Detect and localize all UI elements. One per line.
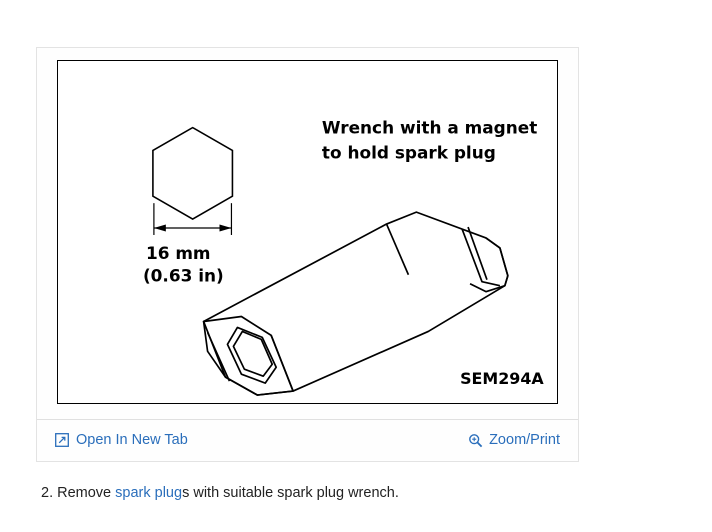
caption-suffix: s with suitable spark plug wrench. bbox=[182, 485, 399, 501]
annotation-line-2: to hold spark plug bbox=[321, 142, 496, 163]
spark-plug-link[interactable]: spark plug bbox=[115, 485, 183, 501]
wrench-diagram bbox=[58, 61, 557, 403]
figure-image-frame bbox=[57, 60, 558, 404]
caption-prefix: 2. Remove bbox=[41, 485, 116, 501]
external-link-icon bbox=[55, 433, 69, 447]
figure-actions-bar bbox=[37, 420, 578, 462]
magnifier-icon bbox=[468, 433, 483, 448]
zoom-print-button[interactable] bbox=[468, 431, 560, 449]
step-caption bbox=[41, 483, 399, 503]
dimension-label-inch: (0.63 in) bbox=[142, 265, 224, 286]
figure-code: SEM294A bbox=[460, 369, 544, 389]
zoom-print-label[interactable]: Zoom/Print bbox=[489, 432, 560, 448]
open-in-new-tab-label[interactable]: Open In New Tab bbox=[76, 432, 188, 448]
open-in-new-tab-button[interactable] bbox=[55, 431, 188, 449]
dimension-label-mm: 16 mm bbox=[145, 242, 211, 263]
annotation-line-1: Wrench with a magnet bbox=[321, 117, 538, 138]
figure-card bbox=[36, 47, 579, 462]
